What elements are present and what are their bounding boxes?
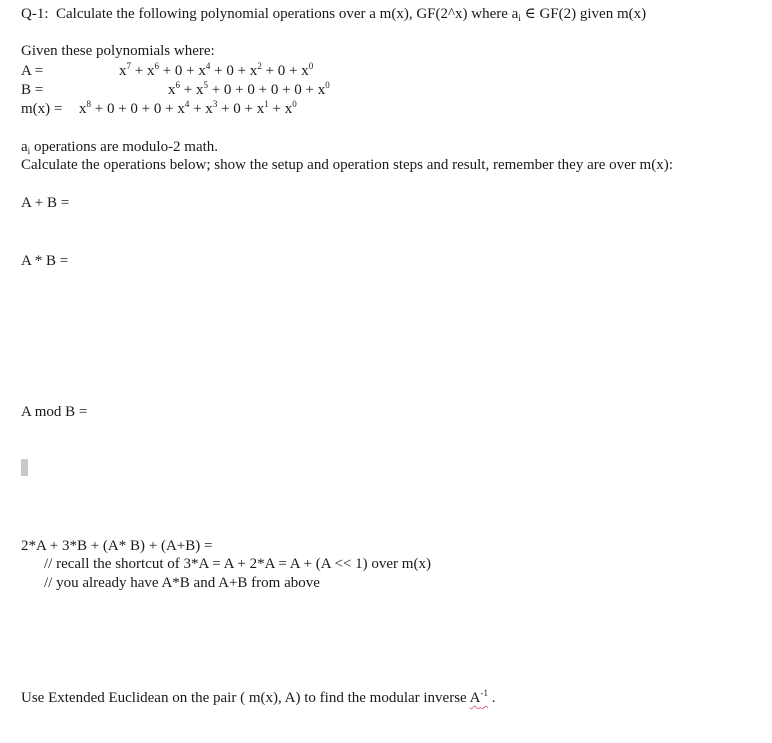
text-cursor[interactable]: [21, 459, 28, 476]
term: + $0 + x^1$: [221, 99, 269, 117]
poly-m-terms: [79, 100, 297, 118]
term: + $0 + x^0$: [265, 61, 314, 79]
term: + $0 + x^4$: [162, 61, 211, 79]
term: + $0 + x^2$: [214, 61, 262, 79]
poly-b-label: B =: [21, 82, 44, 98]
term: + $x^0$: [272, 99, 297, 117]
problem-mul: A * B =: [21, 253, 69, 269]
modulo-note: $a_i$ operations are modulo-2 math.: [21, 139, 219, 156]
term: + $0 + 0 + 0 + x^4$: [94, 99, 190, 117]
question-text: Calculate the following polynomial operations over a m(x), GF(2^x) where $a_i$ ∈ GF(2) given m(x): [56, 6, 647, 23]
question-line: [21, 5, 646, 23]
given-heading: Given these polynomials where:: [21, 43, 215, 59]
poly-a-label: A =: [21, 63, 44, 79]
combo-hint-2: // you already have A*B and A+B from above: [44, 575, 320, 591]
combo-hint-1: // recall the shortcut of 3*A = A + 2*A = A + (A << 1) over m(x): [44, 556, 431, 572]
term: $x^8$: [79, 99, 91, 117]
term: + $x^3$: [193, 99, 218, 117]
term: $x^6$: [168, 80, 180, 98]
problem-add: A + B =: [21, 195, 70, 211]
problem-mod: A mod B =: [21, 404, 88, 420]
poly-m-label: m(x) =: [21, 101, 63, 117]
term: + $x^5$: [183, 80, 208, 98]
problem-combo: 2*A + 3*B + (A* B) + (A+B) =: [21, 538, 213, 554]
instructions: Calculate the operations below; show the setup and operation steps and result, remember they are over m(x):: [21, 157, 673, 173]
question-label: Q-1:: [21, 6, 49, 22]
poly-b-terms: [168, 81, 330, 99]
term: + $0 + 0 + 0 + 0 + x^0$: [211, 80, 330, 98]
term: $x^7$: [119, 61, 131, 79]
term: + $x^6$: [134, 61, 159, 79]
problem-euclid: Use Extended Euclidean on the pair ( m(x), A) to find the modular inverse $A^{-1}$ .: [21, 688, 496, 706]
inverse-term: $A^{-1}$: [469, 688, 488, 706]
poly-a-terms: [119, 62, 313, 80]
